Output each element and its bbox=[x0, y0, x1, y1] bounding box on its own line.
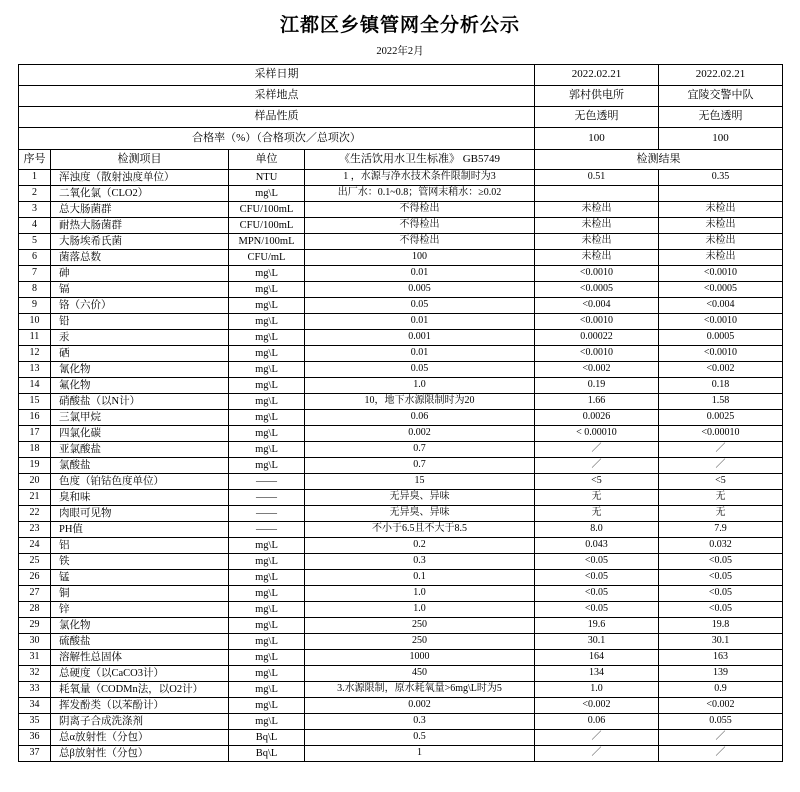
cell-index: 26 bbox=[19, 570, 51, 586]
table-row bbox=[19, 282, 783, 298]
cell-unit: mg\L bbox=[229, 554, 305, 570]
cell-result-site1: <0.05 bbox=[535, 602, 659, 618]
cell-unit: mg\L bbox=[229, 282, 305, 298]
cell-result-site2: 未检出 bbox=[659, 218, 783, 234]
table-row bbox=[19, 202, 783, 218]
cell-result-site2: <5 bbox=[659, 474, 783, 490]
table-row bbox=[19, 298, 783, 314]
cell-index: 22 bbox=[19, 506, 51, 522]
cell-result-site2: <0.05 bbox=[659, 586, 783, 602]
cell-index: 13 bbox=[19, 362, 51, 378]
column-header-item: 检测项目 bbox=[51, 150, 229, 170]
cell-result-site2: <0.05 bbox=[659, 554, 783, 570]
cell-result-site1: 未检出 bbox=[535, 250, 659, 266]
cell-standard: 0.01 bbox=[305, 346, 535, 362]
cell-index: 16 bbox=[19, 410, 51, 426]
cell-result-site2: 0.18 bbox=[659, 378, 783, 394]
cell-item: 菌落总数 bbox=[51, 250, 229, 266]
cell-unit: —— bbox=[229, 474, 305, 490]
cell-result-site1: <0.0010 bbox=[535, 346, 659, 362]
cell-item: 四氯化碳 bbox=[51, 426, 229, 442]
cell-unit: mg\L bbox=[229, 186, 305, 202]
cell-unit: —— bbox=[229, 522, 305, 538]
cell-standard: 1 bbox=[305, 746, 535, 762]
cell-unit: CFU/mL bbox=[229, 250, 305, 266]
table-row bbox=[19, 314, 783, 330]
cell-index: 37 bbox=[19, 746, 51, 762]
cell-result-site2: <0.0010 bbox=[659, 266, 783, 282]
cell-result-site2: <0.0005 bbox=[659, 282, 783, 298]
cell-index: 5 bbox=[19, 234, 51, 250]
cell-item: 锌 bbox=[51, 602, 229, 618]
table-row bbox=[19, 250, 783, 266]
cell-result-site1: 8.0 bbox=[535, 522, 659, 538]
cell-standard: 0.06 bbox=[305, 410, 535, 426]
cell-result-site2: 1.58 bbox=[659, 394, 783, 410]
cell-index: 36 bbox=[19, 730, 51, 746]
cell-index: 20 bbox=[19, 474, 51, 490]
cell-item: 硝酸盐（以N计） bbox=[51, 394, 229, 410]
cell-item: 耐热大肠菌群 bbox=[51, 218, 229, 234]
table-row bbox=[19, 394, 783, 410]
cell-result-site2: <0.002 bbox=[659, 362, 783, 378]
cell-index: 12 bbox=[19, 346, 51, 362]
cell-standard: 3.水源限制，原水耗氧量>6mg\L时为5 bbox=[305, 682, 535, 698]
cell-item: 挥发酚类（以苯酚计） bbox=[51, 698, 229, 714]
cell-result-site1: 0.00022 bbox=[535, 330, 659, 346]
cell-item: 臭和味 bbox=[51, 490, 229, 506]
cell-standard: 无异臭、异味 bbox=[305, 490, 535, 506]
meta-value-site2: 宜陵交警中队 bbox=[659, 86, 783, 107]
cell-standard: 1000 bbox=[305, 650, 535, 666]
cell-result-site1: <0.0010 bbox=[535, 314, 659, 330]
table-row bbox=[19, 682, 783, 698]
cell-index: 6 bbox=[19, 250, 51, 266]
cell-item: 耗氧量（CODMn法，以O2计） bbox=[51, 682, 229, 698]
cell-result-site1 bbox=[535, 186, 659, 202]
cell-index: 9 bbox=[19, 298, 51, 314]
meta-value-site1: 无色透明 bbox=[535, 107, 659, 128]
meta-row-sample-property bbox=[19, 107, 783, 128]
cell-index: 11 bbox=[19, 330, 51, 346]
cell-index: 35 bbox=[19, 714, 51, 730]
table-row bbox=[19, 186, 783, 202]
cell-item: 肉眼可见物 bbox=[51, 506, 229, 522]
table-row bbox=[19, 554, 783, 570]
cell-index: 29 bbox=[19, 618, 51, 634]
cell-standard: 10，地下水源限制时为20 bbox=[305, 394, 535, 410]
cell-result-site1: <0.0010 bbox=[535, 266, 659, 282]
cell-item: 铁 bbox=[51, 554, 229, 570]
cell-result-site2 bbox=[659, 186, 783, 202]
cell-result-site1: 0.51 bbox=[535, 170, 659, 186]
table-row bbox=[19, 442, 783, 458]
cell-result-site1: <0.004 bbox=[535, 298, 659, 314]
table-row bbox=[19, 698, 783, 714]
cell-standard: 0.01 bbox=[305, 314, 535, 330]
cell-item: 铜 bbox=[51, 586, 229, 602]
cell-result-site1: <5 bbox=[535, 474, 659, 490]
cell-standard: 不小于6.5且不大于8.5 bbox=[305, 522, 535, 538]
cell-result-site1: < 0.00010 bbox=[535, 426, 659, 442]
table-row bbox=[19, 714, 783, 730]
cell-result-site2: 未检出 bbox=[659, 250, 783, 266]
cell-index: 15 bbox=[19, 394, 51, 410]
cell-standard: 不得检出 bbox=[305, 202, 535, 218]
cell-item: 硒 bbox=[51, 346, 229, 362]
cell-index: 32 bbox=[19, 666, 51, 682]
cell-standard: 0.3 bbox=[305, 554, 535, 570]
cell-result-site1: 无 bbox=[535, 490, 659, 506]
cell-item: 三氯甲烷 bbox=[51, 410, 229, 426]
cell-result-site2: 163 bbox=[659, 650, 783, 666]
cell-index: 10 bbox=[19, 314, 51, 330]
cell-result-site2: 30.1 bbox=[659, 634, 783, 650]
cell-result-site2: 未检出 bbox=[659, 202, 783, 218]
cell-standard: 0.7 bbox=[305, 442, 535, 458]
cell-unit: mg\L bbox=[229, 426, 305, 442]
cell-unit: mg\L bbox=[229, 346, 305, 362]
cell-item: 总硬度（以CaCO3计） bbox=[51, 666, 229, 682]
cell-result-site1: <0.05 bbox=[535, 586, 659, 602]
cell-result-site2: <0.05 bbox=[659, 570, 783, 586]
cell-unit: mg\L bbox=[229, 362, 305, 378]
cell-unit: MPN/100mL bbox=[229, 234, 305, 250]
cell-item: 锰 bbox=[51, 570, 229, 586]
table-row bbox=[19, 634, 783, 650]
cell-item: 总α放射性（分包） bbox=[51, 730, 229, 746]
cell-unit: mg\L bbox=[229, 570, 305, 586]
cell-item: 溶解性总固体 bbox=[51, 650, 229, 666]
cell-unit: mg\L bbox=[229, 618, 305, 634]
analysis-table bbox=[18, 64, 783, 762]
cell-result-site1: <0.002 bbox=[535, 362, 659, 378]
cell-result-site2: 19.8 bbox=[659, 618, 783, 634]
cell-result-site1: ／ bbox=[535, 442, 659, 458]
meta-value-site2: 100 bbox=[659, 128, 783, 150]
cell-result-site1: 未检出 bbox=[535, 234, 659, 250]
cell-result-site2: 未检出 bbox=[659, 234, 783, 250]
meta-value-site1: 2022.02.21 bbox=[535, 65, 659, 86]
table-row bbox=[19, 650, 783, 666]
page-title: 江都区乡镇管网全分析公示 bbox=[279, 15, 520, 36]
cell-result-site2: <0.0010 bbox=[659, 346, 783, 362]
table-body bbox=[19, 170, 783, 762]
column-header-standard: 《生活饮用水卫生标准》 GB5749 bbox=[305, 150, 535, 170]
cell-result-site2: 7.9 bbox=[659, 522, 783, 538]
cell-item: 浑浊度（散射浊度单位） bbox=[51, 170, 229, 186]
table-row bbox=[19, 458, 783, 474]
table-row bbox=[19, 666, 783, 682]
cell-index: 25 bbox=[19, 554, 51, 570]
cell-index: 14 bbox=[19, 378, 51, 394]
cell-unit: mg\L bbox=[229, 298, 305, 314]
table-row bbox=[19, 490, 783, 506]
cell-unit: —— bbox=[229, 506, 305, 522]
cell-standard: 0.05 bbox=[305, 298, 535, 314]
cell-result-site1: ／ bbox=[535, 730, 659, 746]
cell-item: 氯化物 bbox=[51, 618, 229, 634]
table-row bbox=[19, 586, 783, 602]
table-header-row bbox=[19, 150, 783, 170]
cell-item: 氟化物 bbox=[51, 378, 229, 394]
cell-item: 砷 bbox=[51, 266, 229, 282]
cell-result-site1: 19.6 bbox=[535, 618, 659, 634]
cell-item: 色度（铂钴色度单位） bbox=[51, 474, 229, 490]
cell-result-site2: <0.004 bbox=[659, 298, 783, 314]
meta-label: 采样日期 bbox=[19, 65, 535, 86]
cell-result-site1: 0.0026 bbox=[535, 410, 659, 426]
cell-result-site1: ／ bbox=[535, 458, 659, 474]
cell-standard: 250 bbox=[305, 618, 535, 634]
cell-result-site1: 134 bbox=[535, 666, 659, 682]
table-row bbox=[19, 410, 783, 426]
cell-unit: CFU/100mL bbox=[229, 218, 305, 234]
cell-result-site2: 0.35 bbox=[659, 170, 783, 186]
meta-label: 样品性质 bbox=[19, 107, 535, 128]
cell-item: 硫酸盐 bbox=[51, 634, 229, 650]
cell-standard: 0.1 bbox=[305, 570, 535, 586]
cell-index: 17 bbox=[19, 426, 51, 442]
cell-item: 阴离子合成洗涤剂 bbox=[51, 714, 229, 730]
cell-unit: NTU bbox=[229, 170, 305, 186]
cell-unit: mg\L bbox=[229, 602, 305, 618]
cell-result-site1: 1.66 bbox=[535, 394, 659, 410]
column-header-unit: 单位 bbox=[229, 150, 305, 170]
cell-item: 总β放射性（分包） bbox=[51, 746, 229, 762]
cell-standard: 出厂水：0.1~0.8；管网末稍水：≥0.02 bbox=[305, 186, 535, 202]
meta-value-site1: 郭村供电所 bbox=[535, 86, 659, 107]
table-row bbox=[19, 266, 783, 282]
cell-standard: 0.2 bbox=[305, 538, 535, 554]
cell-item: 氯酸盐 bbox=[51, 458, 229, 474]
cell-item: 二氧化氯（CLO2） bbox=[51, 186, 229, 202]
cell-index: 18 bbox=[19, 442, 51, 458]
cell-result-site2: <0.002 bbox=[659, 698, 783, 714]
cell-result-site2: 0.0005 bbox=[659, 330, 783, 346]
cell-index: 8 bbox=[19, 282, 51, 298]
cell-unit: mg\L bbox=[229, 538, 305, 554]
cell-result-site1: 未检出 bbox=[535, 202, 659, 218]
meta-label: 合格率（%）（合格项次／总项次） bbox=[19, 128, 535, 150]
cell-standard: 不得检出 bbox=[305, 234, 535, 250]
cell-unit: mg\L bbox=[229, 378, 305, 394]
cell-unit: CFU/100mL bbox=[229, 202, 305, 218]
table-row bbox=[19, 522, 783, 538]
table-row bbox=[19, 570, 783, 586]
cell-item: 亚氯酸盐 bbox=[51, 442, 229, 458]
cell-unit: —— bbox=[229, 490, 305, 506]
cell-item: 铅 bbox=[51, 314, 229, 330]
cell-result-site1: 0.06 bbox=[535, 714, 659, 730]
cell-index: 33 bbox=[19, 682, 51, 698]
meta-value-site2: 无色透明 bbox=[659, 107, 783, 128]
cell-result-site2: <0.05 bbox=[659, 602, 783, 618]
table-row bbox=[19, 602, 783, 618]
cell-result-site1: 0.19 bbox=[535, 378, 659, 394]
cell-result-site1: 0.043 bbox=[535, 538, 659, 554]
cell-result-site2: 0.055 bbox=[659, 714, 783, 730]
page-subtitle: 2022年2月 bbox=[376, 46, 424, 57]
cell-result-site2: <0.00010 bbox=[659, 426, 783, 442]
cell-standard: 无异臭、异味 bbox=[305, 506, 535, 522]
meta-row-sampling-location bbox=[19, 86, 783, 107]
cell-standard: 0.05 bbox=[305, 362, 535, 378]
table-row bbox=[19, 346, 783, 362]
cell-item: 大肠埃希氏菌 bbox=[51, 234, 229, 250]
cell-unit: mg\L bbox=[229, 666, 305, 682]
cell-item: PH值 bbox=[51, 522, 229, 538]
cell-result-site2: ／ bbox=[659, 746, 783, 762]
cell-unit: mg\L bbox=[229, 330, 305, 346]
cell-index: 24 bbox=[19, 538, 51, 554]
cell-index: 28 bbox=[19, 602, 51, 618]
cell-result-site1: 30.1 bbox=[535, 634, 659, 650]
cell-item: 汞 bbox=[51, 330, 229, 346]
cell-item: 镉 bbox=[51, 282, 229, 298]
cell-standard: 0.005 bbox=[305, 282, 535, 298]
cell-index: 3 bbox=[19, 202, 51, 218]
cell-index: 19 bbox=[19, 458, 51, 474]
table-row bbox=[19, 730, 783, 746]
cell-unit: mg\L bbox=[229, 682, 305, 698]
cell-unit: mg\L bbox=[229, 266, 305, 282]
cell-result-site2: 无 bbox=[659, 490, 783, 506]
cell-result-site2: 0.032 bbox=[659, 538, 783, 554]
cell-result-site2: 0.0025 bbox=[659, 410, 783, 426]
cell-standard: 0.5 bbox=[305, 730, 535, 746]
cell-index: 30 bbox=[19, 634, 51, 650]
cell-result-site1: 未检出 bbox=[535, 218, 659, 234]
cell-unit: Bq\L bbox=[229, 746, 305, 762]
cell-standard: 0.7 bbox=[305, 458, 535, 474]
cell-result-site1: 1.0 bbox=[535, 682, 659, 698]
cell-result-site2: 0.9 bbox=[659, 682, 783, 698]
cell-result-site1: <0.0005 bbox=[535, 282, 659, 298]
cell-item: 铝 bbox=[51, 538, 229, 554]
cell-standard: 250 bbox=[305, 634, 535, 650]
table-row bbox=[19, 170, 783, 186]
cell-index: 27 bbox=[19, 586, 51, 602]
cell-unit: mg\L bbox=[229, 410, 305, 426]
cell-standard: 0.001 bbox=[305, 330, 535, 346]
cell-unit: mg\L bbox=[229, 634, 305, 650]
cell-standard: 1.0 bbox=[305, 378, 535, 394]
cell-index: 1 bbox=[19, 170, 51, 186]
meta-value-site1: 100 bbox=[535, 128, 659, 150]
cell-unit: mg\L bbox=[229, 714, 305, 730]
column-header-results: 检测结果 bbox=[535, 150, 783, 170]
cell-standard: 0.002 bbox=[305, 426, 535, 442]
cell-standard: 1 ，水源与净水技术条件限制时为3 bbox=[305, 170, 535, 186]
cell-unit: mg\L bbox=[229, 698, 305, 714]
cell-standard: 0.002 bbox=[305, 698, 535, 714]
cell-result-site1: 164 bbox=[535, 650, 659, 666]
meta-label: 采样地点 bbox=[19, 86, 535, 107]
cell-standard: 0.3 bbox=[305, 714, 535, 730]
table-row bbox=[19, 746, 783, 762]
cell-unit: mg\L bbox=[229, 442, 305, 458]
cell-standard: 1.0 bbox=[305, 602, 535, 618]
table-row bbox=[19, 506, 783, 522]
cell-standard: 1.0 bbox=[305, 586, 535, 602]
table-row bbox=[19, 234, 783, 250]
cell-unit: mg\L bbox=[229, 586, 305, 602]
meta-value-site2: 2022.02.21 bbox=[659, 65, 783, 86]
cell-standard: 0.01 bbox=[305, 266, 535, 282]
meta-row-pass-rate bbox=[19, 128, 783, 150]
cell-result-site2: ／ bbox=[659, 458, 783, 474]
cell-unit: mg\L bbox=[229, 394, 305, 410]
cell-index: 34 bbox=[19, 698, 51, 714]
cell-result-site2: ／ bbox=[659, 730, 783, 746]
cell-result-site2: 139 bbox=[659, 666, 783, 682]
cell-result-site2: 无 bbox=[659, 506, 783, 522]
cell-unit: Bq\L bbox=[229, 730, 305, 746]
cell-unit: mg\L bbox=[229, 650, 305, 666]
cell-item: 总大肠菌群 bbox=[51, 202, 229, 218]
cell-index: 7 bbox=[19, 266, 51, 282]
cell-index: 2 bbox=[19, 186, 51, 202]
cell-standard: 15 bbox=[305, 474, 535, 490]
table-row bbox=[19, 378, 783, 394]
cell-standard: 不得检出 bbox=[305, 218, 535, 234]
cell-index: 21 bbox=[19, 490, 51, 506]
cell-standard: 100 bbox=[305, 250, 535, 266]
table-row bbox=[19, 426, 783, 442]
cell-item: 氰化物 bbox=[51, 362, 229, 378]
table-row bbox=[19, 474, 783, 490]
meta-row-sampling-date bbox=[19, 65, 783, 86]
cell-result-site1: <0.05 bbox=[535, 570, 659, 586]
cell-item: 铬（六价） bbox=[51, 298, 229, 314]
column-header-index: 序号 bbox=[19, 150, 51, 170]
table-row bbox=[19, 362, 783, 378]
cell-index: 4 bbox=[19, 218, 51, 234]
cell-index: 23 bbox=[19, 522, 51, 538]
cell-result-site2: <0.0010 bbox=[659, 314, 783, 330]
cell-result-site1: <0.002 bbox=[535, 698, 659, 714]
table-row bbox=[19, 538, 783, 554]
table-row bbox=[19, 218, 783, 234]
cell-result-site1: 无 bbox=[535, 506, 659, 522]
cell-result-site1: <0.05 bbox=[535, 554, 659, 570]
table-row bbox=[19, 330, 783, 346]
cell-unit: mg\L bbox=[229, 314, 305, 330]
cell-unit: mg\L bbox=[229, 458, 305, 474]
cell-result-site2: ／ bbox=[659, 442, 783, 458]
cell-index: 31 bbox=[19, 650, 51, 666]
cell-result-site1: ／ bbox=[535, 746, 659, 762]
table-row bbox=[19, 618, 783, 634]
cell-standard: 450 bbox=[305, 666, 535, 682]
